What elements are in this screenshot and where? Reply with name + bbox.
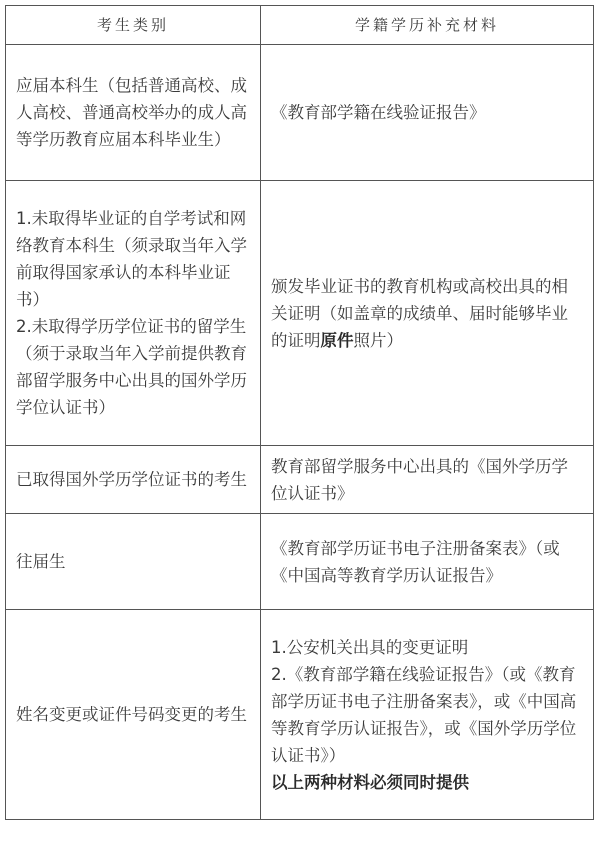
material-emphasis: 原件 — [320, 330, 354, 350]
material-note: 以上两种材料必须同时提供 — [271, 772, 469, 792]
table-row — [6, 610, 594, 820]
material-item: 2.《教育部学籍在线验证报告》（或《教育部学历证书电子注册备案表》，或《中国高等教育学历认证报告》，或《国外学历学位认证书》） — [271, 664, 577, 765]
header-category: 考生类别 — [6, 6, 261, 45]
category-cell — [6, 181, 261, 446]
material-item: 1.公安机关出具的变更证明 — [271, 637, 469, 657]
material-cell — [261, 446, 594, 514]
material-text: 颁发毕业证书的教育机构或高校出具的相关证明（如盖章的成绩单、届时能够毕业的证明 — [271, 276, 568, 350]
material-cell — [261, 514, 594, 610]
table-header-row — [6, 6, 594, 45]
material-cell — [261, 181, 594, 446]
category-item: 1.未取得毕业证的自学考试和网络教育本科生（须录取当年入学前取得国家承认的本科毕业证书） — [16, 209, 247, 309]
category-item: 2.未取得学历学位证书的留学生（须于录取当年入学前提供教育部留学服务中心出具的国外学历学位认证书） — [16, 317, 247, 417]
category-text: 已取得国外学历学位证书的考生 — [16, 470, 247, 489]
table-row — [6, 45, 594, 181]
category-cell — [6, 514, 261, 610]
category-text: 往届生 — [16, 552, 66, 571]
category-text: 应届本科生（包括普通高校、成人高校、普通高校举办的成人高等学历教育应届本科毕业生） — [16, 76, 247, 149]
material-text-suffix: 照片） — [353, 330, 403, 350]
category-text: 姓名变更或证件号码变更的考生 — [16, 705, 247, 724]
materials-table — [5, 5, 594, 820]
table-row — [6, 446, 594, 514]
table-row — [6, 181, 594, 446]
category-cell — [6, 610, 261, 820]
material-cell — [261, 45, 594, 181]
category-cell — [6, 446, 261, 514]
table-row — [6, 514, 594, 610]
material-text: 教育部留学服务中心出具的《国外学历学位认证书》 — [271, 456, 568, 503]
category-cell — [6, 45, 261, 181]
material-text: 《教育部学籍在线验证报告》 — [271, 103, 486, 122]
header-materials: 学籍学历补充材料 — [261, 6, 594, 45]
material-text: 《教育部学历证书电子注册备案表》（或《中国高等教育学历认证报告》 — [271, 538, 560, 585]
material-cell — [261, 610, 594, 820]
